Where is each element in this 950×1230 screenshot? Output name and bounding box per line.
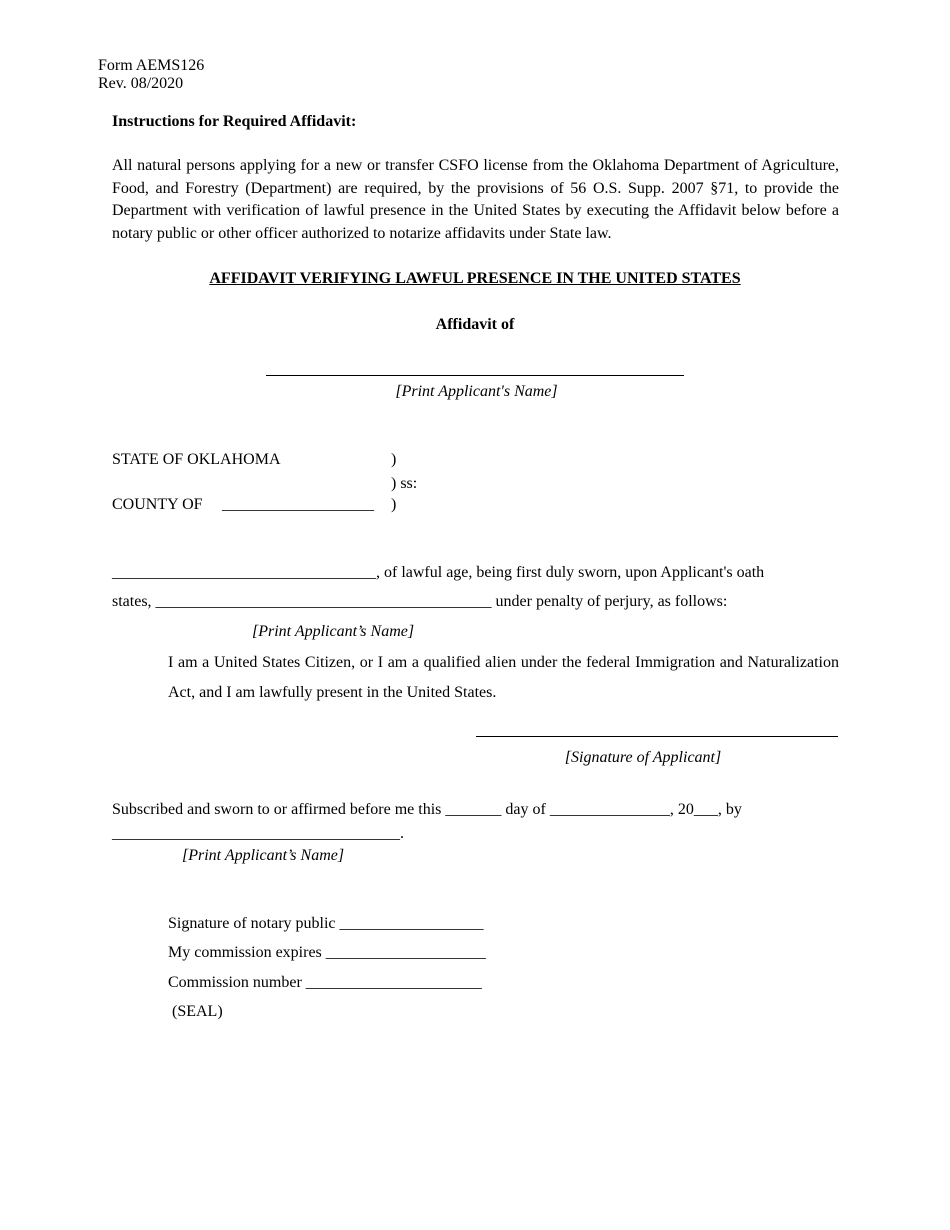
venue-paren-1: ) (391, 451, 397, 468)
instructions-body: All natural persons applying for a new or transfer CSFO license from the Oklahoma Department of Agriculture, Food, and Forestry (Department) are required, by the provisions of 56 O.S. Supp. 2007 §71, to provide the Department with verification of lawful presence in the United States by executing the Affidavit below before a notary public or other officer authorized to notarize affidavits under State law. (112, 157, 839, 243)
form-revision: Rev. 08/2020 (98, 75, 184, 92)
form-number: Form AEMS126 (98, 57, 205, 74)
affidavit-subtitle: Affidavit of (435, 316, 515, 333)
affidavit-title: AFFIDAVIT VERIFYING LAWFUL PRESENCE IN THE UNITED STATES (209, 270, 741, 287)
jurat-name-caption: [Print Applicant’s Name] (182, 847, 345, 864)
notary-commission-expires[interactable]: My commission expires ____________________ (168, 944, 486, 961)
instructions-heading: Instructions for Required Affidavit: (112, 113, 357, 130)
venue-state: STATE OF OKLAHOMA (112, 451, 281, 468)
applicant-name-line[interactable] (266, 375, 684, 376)
venue-paren-ss: ) ss: (391, 475, 418, 492)
oath-line-2[interactable]: states, __________________________________________ under penalty of perjury, as follows: (112, 593, 728, 610)
signature-caption: [Signature of Applicant] (564, 749, 722, 766)
applicant-signature-line[interactable] (476, 736, 838, 737)
jurat-line-1[interactable]: Subscribed and sworn to or affirmed before me this _______ day of _______________, 20___, by (112, 801, 742, 818)
venue-county-blank[interactable]: ___________________ (222, 496, 374, 513)
venue-county: COUNTY OF (112, 496, 203, 513)
notary-seal: (SEAL) (172, 1003, 223, 1020)
notary-signature[interactable]: Signature of notary public __________________ (168, 915, 484, 932)
applicant-name-caption: [Print Applicant's Name] (395, 383, 558, 400)
oath-line-1[interactable]: _________________________________, of lawful age, being first duly sworn, upon Applicant's oath (112, 564, 765, 581)
oath-statement: I am a United States Citizen, or I am a qualified alien under the federal Immigration and Naturalization Act, and I am lawfully present in the United States. (168, 654, 839, 701)
oath-name-caption: [Print Applicant’s Name] (252, 623, 415, 640)
notary-commission-number[interactable]: Commission number ______________________ (168, 974, 482, 991)
jurat-line-2[interactable]: ____________________________________. (112, 825, 404, 842)
venue-paren-3: ) (391, 496, 397, 513)
